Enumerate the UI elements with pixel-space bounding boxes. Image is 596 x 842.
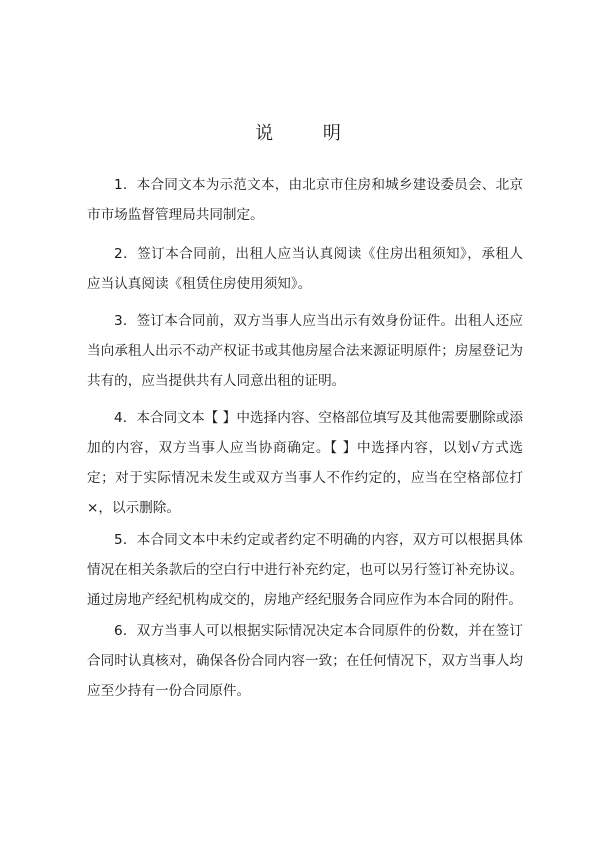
instruction-paragraph-6: 6．双方当事人可以根据实际情况决定本合同原件的份数，并在签订合同时认真核对，确保各份合同内容一致；在任何情况下，双方当事人均应至少持有一份合同原件。	[87, 622, 523, 699]
instruction-paragraph-4: 4．本合同文本【 】中选择内容、空格部位填写及其他需要删除或添加的内容，双方当事人应当协商确定。【 】中选择内容，以划√方式选定；对于实际情况未发生或双方当事人不作约定的，应当在空格部位打×，以示删除。	[87, 409, 523, 516]
instruction-paragraph-3: 3．签订本合同前，双方当事人应当出示有效身份证件。出租人还应当向承租人出示不动产权证书或其他房屋合法来源证明原件；房屋登记为共有的，应当提供共有人同意出租的证明。	[87, 312, 523, 389]
document-title: 说 明	[255, 123, 363, 144]
instruction-paragraph-5: 5．本合同文本中未约定或者约定不明确的内容，双方可以根据具体情况在相关条款后的空白行中进行补充约定，也可以另行签订补充协议。通过房地产经纪机构成交的，房地产经纪服务合同应作为本合同的附件。	[87, 531, 523, 608]
instruction-paragraph-2: 2．签订本合同前，出租人应当认真阅读《住房出租须知》，承租人应当认真阅读《租赁住房使用须知》。	[87, 245, 523, 292]
instruction-paragraph-1: 1．本合同文本为示范文本，由北京市住房和城乡建设委员会、北京市市场监督管理局共同制定。	[87, 176, 523, 223]
